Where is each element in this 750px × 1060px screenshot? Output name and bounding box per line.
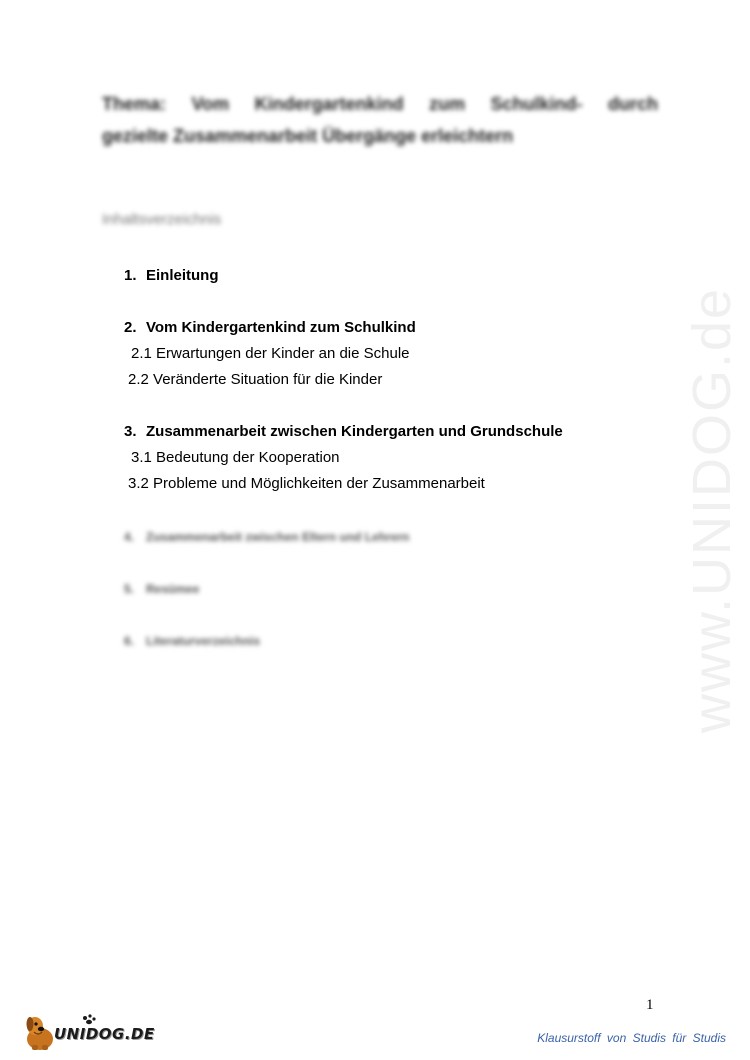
toc-item-number: 2. xyxy=(124,319,137,336)
toc-item-number: 5. xyxy=(124,582,135,596)
title-line-2: gezielte Zusammenarbeit Übergänge erleichtern xyxy=(102,126,514,146)
toc-item-label: Zusammenarbeit zwischen Eltern und Lehrern xyxy=(146,530,410,544)
watermark: www.UNIDOG.de xyxy=(682,286,742,734)
toc-item xyxy=(124,530,409,544)
toc-item xyxy=(124,423,563,440)
toc-item-label: Resümee xyxy=(146,582,200,596)
toc-item-label: Vom Kindergartenkind zum Schulkind xyxy=(146,319,416,336)
toc-item xyxy=(124,267,219,284)
toc-item xyxy=(124,319,416,336)
document-title xyxy=(102,88,658,152)
toc-subitem: 3.2 Probleme und Möglichkeiten der Zusammenarbeit xyxy=(128,475,485,492)
logo-text[interactable]: UNIDOG.DE xyxy=(54,1025,155,1043)
toc-item-number: 1. xyxy=(124,267,137,284)
toc-item xyxy=(124,634,260,648)
toc-subitem: 3.1 Bedeutung der Kooperation xyxy=(131,449,340,466)
toc-heading: Inhaltsverzeichnis xyxy=(102,211,222,228)
toc-item-label: Zusammenarbeit zwischen Kindergarten und Grundschule xyxy=(146,423,563,440)
footer-tagline: Klausurstoff von Studis für Studis xyxy=(537,1031,726,1045)
title-line-1: Thema: Vom Kindergartenkind zum Schulkind- durch xyxy=(102,94,658,114)
toc-item xyxy=(124,582,199,596)
toc-item-number: 6. xyxy=(124,634,135,648)
paw-print-icon xyxy=(83,1014,96,1024)
toc-subitem: 2.1 Erwartungen der Kinder an die Schule xyxy=(131,345,410,362)
toc-item-number: 3. xyxy=(124,423,137,440)
toc-subitem: 2.2 Veränderte Situation für die Kinder xyxy=(128,371,383,388)
dog-mascot-icon xyxy=(27,1017,54,1050)
page-number: 1 xyxy=(646,997,654,1013)
toc-item-label: Literaturverzeichnis xyxy=(146,634,261,648)
toc-item-label: Einleitung xyxy=(146,267,219,284)
toc-item-number: 4. xyxy=(124,530,135,544)
